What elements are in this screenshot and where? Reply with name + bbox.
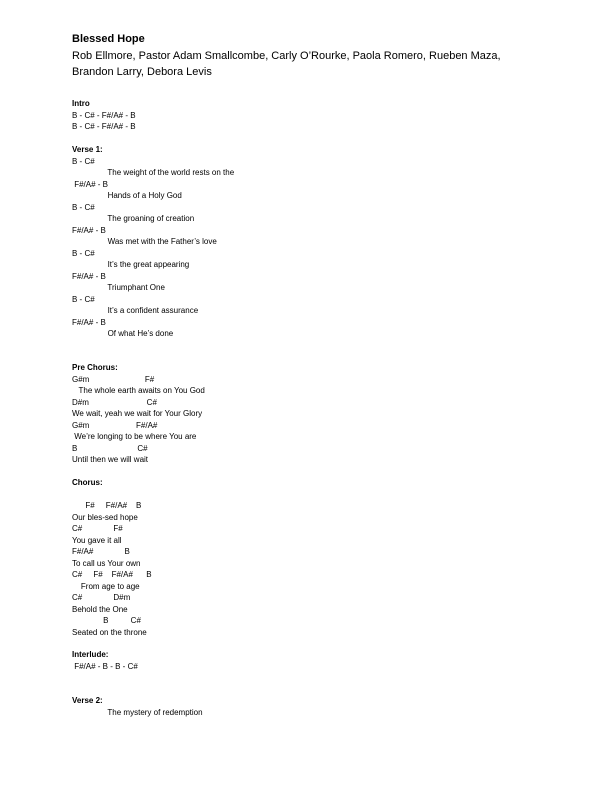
chorus-section <box>72 477 552 638</box>
chord-line: F#/A# - B <box>72 271 106 281</box>
authors-line: Brandon Larry, Debora Levis <box>72 66 212 78</box>
section-heading: Verse 1: <box>72 145 103 154</box>
intro-section <box>72 98 552 133</box>
interlude-section <box>72 649 552 672</box>
lyric-line: Our bles-sed hope <box>72 512 138 522</box>
lyric-line: The mystery of redemption <box>72 707 203 717</box>
chord-line: B - C# <box>72 156 95 166</box>
lyric-line: Triumphant One <box>72 283 165 292</box>
chord-line: F#/A# - B <box>72 225 106 235</box>
chord-line: B - C# <box>72 294 95 304</box>
chord-line: D#m C# <box>72 397 157 407</box>
chord-line: G#m F#/A# <box>72 420 158 430</box>
verse1-section <box>72 144 552 340</box>
song-authors <box>72 48 542 80</box>
lyric-line: Hands of a Holy God <box>72 191 182 200</box>
chord-line: C# F# F#/A# B <box>72 570 152 579</box>
chord-line: B - C# <box>72 202 95 212</box>
section-heading: Pre Chorus: <box>72 363 118 372</box>
authors-line: Rob Ellmore, Pastor Adam Smallcombe, Carly O’Rourke, Paola Romero, Rueben Maza, <box>72 50 501 62</box>
verse2-section <box>72 695 552 718</box>
chord-line: G#m F# <box>72 374 155 384</box>
chord-line: B C# <box>72 616 141 625</box>
lyric-line: You gave it all <box>72 535 122 545</box>
chord-line: F#/A# - B <box>72 317 106 327</box>
prechorus-section <box>72 362 552 466</box>
lyric-line: Seated on the throne <box>72 627 147 637</box>
chord-line: C# F# <box>72 524 123 533</box>
lyric-line: Until then we will wait <box>72 455 149 464</box>
lyric-line: We wait, yeah we wait for Your Glory <box>72 409 203 418</box>
lyric-line: From age to age <box>72 581 140 591</box>
lyric-line: It’s the great appearing <box>72 260 190 269</box>
chord-line: B - C# <box>72 248 95 258</box>
chord-line: F#/A# B <box>72 547 130 556</box>
chord-line: C# D#m <box>72 593 131 602</box>
lyric-line: The whole earth awaits on You God <box>72 386 205 395</box>
lyric-line: To call us Your own <box>72 558 141 568</box>
lyric-line: Of what He’s done <box>72 329 174 338</box>
chord-line: B - C# - F#/A# - B <box>72 110 136 120</box>
section-heading: Intro <box>72 99 90 108</box>
chord-line: F#/A# - B <box>72 179 109 189</box>
chord-line: F# F#/A# B <box>72 501 142 510</box>
lyric-line: Behold the One <box>72 604 128 614</box>
lyric-line: The groaning of creation <box>72 214 195 223</box>
section-heading: Verse 2: <box>72 696 103 705</box>
lyric-line: Was met with the Father’s love <box>72 237 217 246</box>
lyric-line: It’s a confident assurance <box>72 306 199 315</box>
chord-line: B C# <box>72 443 148 453</box>
section-heading: Interlude: <box>72 650 109 659</box>
chord-line: F#/A# - B - B - C# <box>72 661 138 671</box>
song-title: Blessed Hope <box>72 33 145 45</box>
lyric-line: The weight of the world rests on the <box>72 168 235 177</box>
section-heading: Chorus: <box>72 478 103 487</box>
lyric-line: We’re longing to be where You are <box>72 432 197 441</box>
chord-line: B - C# - F#/A# - B <box>72 122 136 131</box>
